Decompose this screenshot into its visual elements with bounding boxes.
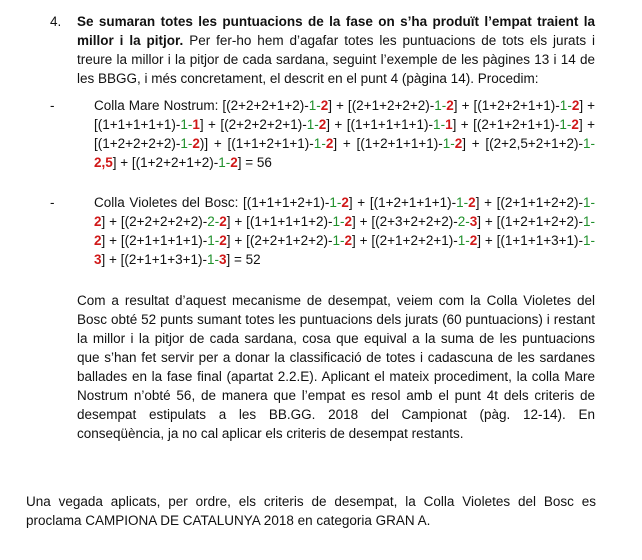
list-item-4 [50, 12, 595, 443]
calc-term-expression: (1+2+1+1+1)- [360, 136, 443, 151]
calc-worst-score: 2 [94, 233, 102, 248]
calc-term-tail: ] + [ [475, 195, 501, 210]
calc-term-expression: (2+2+2+2+1)- [224, 117, 307, 132]
calc-worst-score: 2 [230, 155, 238, 170]
calc-term-tail: ] + [ [452, 117, 477, 132]
calc-worst-score: 2 [192, 136, 200, 151]
calc-best-score: 1 [218, 155, 226, 170]
calc-term-expression: (2+1+2+2+1)- [375, 233, 458, 248]
item-heading: Se sumaran totes les puntuacions de la fase on s’ha produït l’empat traient la millor i la pitjor. [77, 14, 595, 48]
calc-minus: - [340, 233, 345, 248]
calc-minus: - [314, 117, 319, 132]
item-intro: Per fer-ho hem d’agafar totes les puntuacions de tots els jurats i treure la millor i la pitjor de cada sardana, seguint l’exemple de les pàgines 13 i 14 de les BBGG, i més concretament, el descrit en el punt 4 (pàgina 14). Procedim: [77, 33, 595, 86]
calc-minus: - [214, 252, 219, 267]
calc-best-score: 1 [329, 195, 337, 210]
calc-worst-score: 2 [454, 136, 463, 151]
calc-best-score: 1 [433, 117, 441, 132]
calc-term-tail: ] + [ [226, 214, 250, 229]
calc-worst-score: 1 [192, 117, 200, 132]
calc-term-tail: ] + [ [333, 136, 361, 151]
calc-term-expression: (1+2+1+2+2)- [500, 214, 583, 229]
calc-term-tail: ] + [ [348, 195, 374, 210]
calc-best-score: 1 [582, 195, 591, 210]
calc-best-score: 1 [434, 98, 442, 113]
calc-worst-score: 2 [219, 233, 227, 248]
calc-term-tail: )] + [ [199, 136, 232, 151]
calc-minus: - [463, 195, 469, 210]
calc-minus: - [465, 233, 470, 248]
calc-term-expression: (2+3+2+2+2)- [375, 214, 458, 229]
calculation-text [94, 98, 595, 170]
calc-term-tail: ] + [ [94, 98, 595, 132]
calc-minus: - [225, 155, 231, 170]
calc-minus: - [214, 214, 220, 229]
calc-minus: - [567, 98, 572, 113]
conclusion-paragraph: Com a resultat d’aquest mecanisme de desempat, veiem com la Colla Violetes del Bosc obté 52 punts sumant totes les puntuacions dels jurats (60 puntuacions) i restant la millor i la pitjor de cada sardana, cosa que equival a la suma de les puntuacions que s’han fet servir per a donar la classificació de totes i cadascuna de les sardanes ballades en la fase final (apartat 2.2.E). Aplicant el mateix procediment, la colla Mare Nostrum n’obté 56, de manera que l’empat es resol amb el punt 4t dels criteris de desempat estipulats a les BB.GG. 2018 del Campionat (pàg. 12-14). En conseqüència, ja no cal aplicar els criteris de desempat restants. [77, 293, 595, 441]
calc-worst-score: 2 [446, 98, 454, 113]
calc-term-tail: ] + [ [101, 214, 125, 229]
calc-term-tail: ] [237, 155, 242, 170]
calc-term-expression: (1+1+1+3+1)- [500, 233, 583, 248]
calc-best-score: 2 [457, 214, 466, 229]
calc-minus: - [590, 195, 595, 210]
calc-term-expression: (2+1+2+2+2)- [351, 98, 435, 113]
calc-worst-score: 2,5 [94, 155, 113, 170]
calc-worst-score: 2 [219, 214, 227, 229]
calc-term-expression: (2+2+2+1+2)- [226, 98, 309, 113]
calc-worst-score: 2 [325, 136, 334, 151]
item-body [77, 12, 595, 88]
calculation-text [94, 195, 595, 267]
calc-best-score: 1 [457, 233, 466, 248]
calc-term-expression: (1+1+1+1+2)- [249, 214, 333, 229]
calc-minus: - [336, 195, 342, 210]
calc-minus: - [321, 136, 326, 151]
calc-term-expression: (1+1+1+1+1)- [350, 117, 434, 132]
calc-minus: - [187, 136, 193, 151]
calc-term-expression: (1+2+1+1+1)- [373, 195, 457, 210]
calc-minus: - [590, 214, 595, 229]
calc-term-tail: ] + [ [226, 233, 250, 248]
calc-best-score: 1 [207, 233, 215, 248]
calc-term-tail: ] + [ [326, 117, 351, 132]
calc-best-score: 1 [559, 117, 567, 132]
calc-term-expression: (2+1+1+1+1)- [124, 233, 208, 248]
calc-best-score: 1 [442, 136, 451, 151]
calc-best-score: 1 [332, 233, 340, 248]
calc-term-expression: (1+1+2+1+1)- [231, 136, 314, 151]
bullet-dash: - [50, 98, 55, 113]
bullet-dash: - [50, 195, 55, 210]
calc-term-expression: (1+2+2+1+2)- [135, 155, 219, 170]
calc-term-expression: (1+2+2+1+1)- [477, 98, 560, 113]
calc-worst-score: 2 [344, 214, 353, 229]
calculation-violetes-del-bosc [50, 193, 595, 269]
calc-best-score: 1 [559, 98, 568, 113]
calc-worst-score: 2 [344, 233, 353, 248]
calc-term-tail: ] + [ [477, 214, 501, 229]
calc-best-score: 1 [206, 252, 215, 267]
calc-minus: - [187, 117, 193, 132]
calc-minus: - [441, 98, 447, 113]
calc-minus: - [316, 98, 321, 113]
calc-best-score: 1 [332, 214, 340, 229]
calc-best-score: 1 [180, 136, 188, 151]
calc-result: = 52 [230, 252, 261, 267]
calc-best-score: 1 [308, 98, 317, 113]
calc-result: = 56 [241, 155, 272, 170]
final-paragraph: Una vegada aplicats, per ordre, els criteris de desempat, la Colla Violetes del Bosc es proclama CAMPIONA DE CATALUNYA 2018 en categoria GRAN A. [26, 494, 596, 528]
calc-term-tail: ] + [ [352, 214, 376, 229]
calc-best-score: 1 [313, 136, 322, 151]
calc-worst-score: 2 [320, 98, 329, 113]
calc-term-expression: (2+1+1+3+1)- [124, 252, 207, 267]
calc-minus: - [590, 233, 595, 248]
calc-worst-score: 2 [318, 117, 327, 132]
calc-term-expression: (2+2+1+2+2)- [249, 233, 333, 248]
calc-worst-score: 1 [445, 117, 453, 132]
calc-worst-score: 3 [218, 252, 227, 267]
calc-term-expression: (1+1+1+2+1)- [246, 195, 330, 210]
calc-term-tail: ] [226, 252, 231, 267]
calc-term-expression: (1+2+2+2+2)- [97, 136, 181, 151]
calc-worst-score: 2 [571, 117, 579, 132]
calc-worst-score: 2 [469, 233, 478, 248]
calc-best-score: 1 [180, 117, 188, 132]
calc-minus: - [214, 233, 220, 248]
calc-term-expression: (2+2+2+2+2)- [124, 214, 208, 229]
calculation-list [50, 96, 595, 269]
calc-best-score: 1 [582, 233, 591, 248]
calculation-mare-nostrum [50, 96, 595, 172]
calc-minus: - [450, 136, 455, 151]
calc-best-score: 1 [583, 136, 591, 151]
calc-term-tail: ] + [ [477, 233, 501, 248]
calc-term-tail: ] + [ [352, 233, 376, 248]
list-number: 4. [50, 14, 62, 29]
calc-minus: - [590, 136, 596, 151]
calc-term-tail: ] + [ [328, 98, 352, 113]
calc-best-score: 1 [582, 214, 591, 229]
calc-worst-score: 2 [468, 195, 476, 210]
calc-term-expression: (2+1+1+2+2)- [500, 195, 583, 210]
calc-best-score: 1 [306, 117, 315, 132]
calc-best-score: 1 [456, 195, 464, 210]
calc-lead: Colla Violetes del Bosc: [ [94, 195, 247, 210]
calc-minus: - [566, 117, 572, 132]
calc-best-score: 2 [207, 214, 215, 229]
calc-minus: - [440, 117, 446, 132]
calc-term-tail: ] + [ [462, 136, 490, 151]
calc-minus: - [340, 214, 345, 229]
calc-worst-score: 3 [94, 252, 102, 267]
calc-term-tail: ] + [ [94, 117, 596, 151]
calc-term-expression: (1+1+1+1+1)- [97, 117, 181, 132]
calc-term-tail: ] + [ [199, 117, 225, 132]
calc-term-tail: ] + [ [453, 98, 478, 113]
calc-term-tail: ] + [ [101, 252, 125, 267]
calc-worst-score: 2 [94, 214, 102, 229]
calc-term-tail: ] + [ [112, 155, 136, 170]
calc-term-tail: ] + [ [101, 233, 125, 248]
calc-term-expression: (2+1+2+1+1)- [476, 117, 560, 132]
calc-lead: Colla Mare Nostrum: [ [94, 98, 227, 113]
calc-worst-score: 3 [469, 214, 478, 229]
calc-term-expression: (2+2,5+2+1+2)- [489, 136, 583, 151]
calc-minus: - [465, 214, 470, 229]
calc-worst-score: 2 [341, 195, 349, 210]
calc-worst-score: 2 [571, 98, 580, 113]
